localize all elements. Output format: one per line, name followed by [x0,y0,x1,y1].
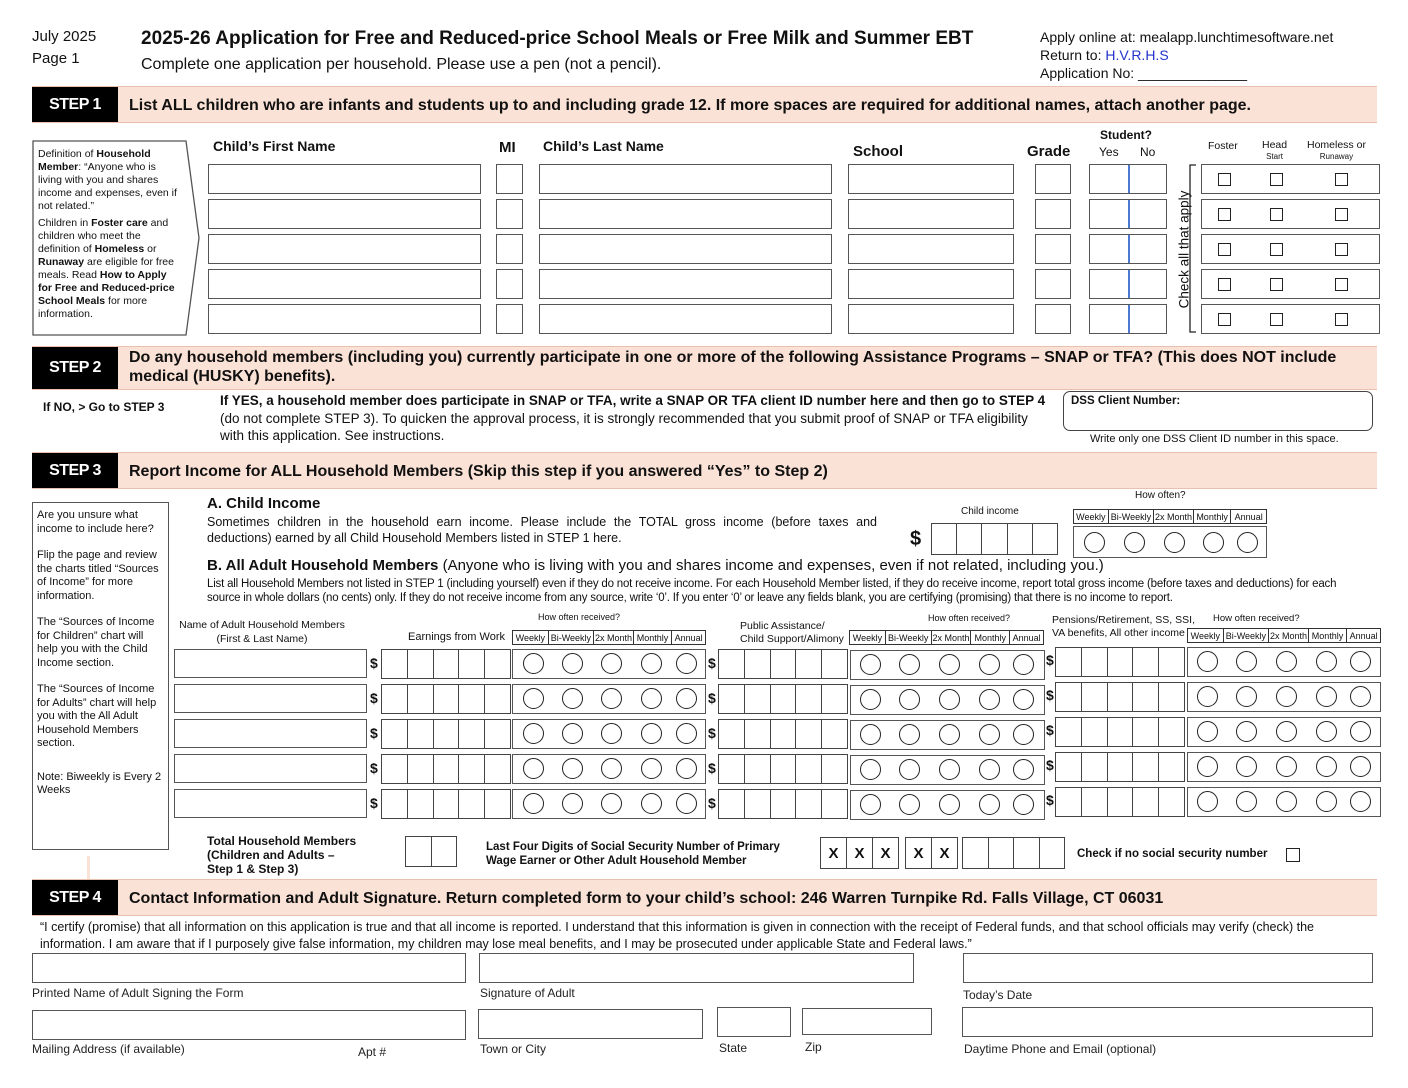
frequency-option-label: Annual [674,632,703,643]
public-assistance-frequency-radio[interactable] [860,689,881,710]
apt-label: Apt # [358,1045,387,1059]
frequency-option-label: 2x Month [1269,630,1307,641]
total-household-members-input[interactable] [405,836,457,867]
public-assistance-frequency-radio[interactable] [939,654,960,675]
public-assistance-frequency-radio[interactable] [979,794,1000,815]
public-assistance-frequency-radio[interactable] [860,654,881,675]
student-yes-no-input[interactable] [1089,234,1167,264]
page-number: Page 1 [32,50,80,67]
child-grade-input[interactable] [1035,234,1071,264]
earnings-frequency-radio[interactable] [676,653,697,674]
pensions-frequency-radio[interactable] [1350,721,1371,742]
earnings-frequency-radio[interactable] [601,758,622,779]
application-number: Application No: ______________ [1040,65,1248,81]
how-often-received-1: How often received? [538,612,621,622]
child-last-name-input[interactable] [539,199,832,229]
mailing-address-input[interactable] [32,1010,466,1040]
child-income-desc: Sometimes children in the household earn income. Please include the TOTAL gross income (before taxes and deductions) earned by all Child Household Members listed in STEP 1 here. [207,515,877,545]
child-mi-input[interactable] [496,269,523,299]
frequency-option-label: Bi-Weekly [886,631,932,644]
printed-name-label: Printed Name of Adult Signing the Form [32,986,244,1000]
pensions-dollar-sign: $ [1046,652,1054,668]
foster-checkbox[interactable] [1218,278,1231,291]
earnings-dollar-sign: $ [370,655,378,671]
earnings-frequency-radio[interactable] [523,723,544,744]
public-assistance-frequency-radio[interactable] [1013,689,1034,710]
ssn-masked-middle2: X X [905,837,958,869]
foster-checkbox[interactable] [1218,173,1231,186]
pensions-frequency-radio[interactable] [1350,756,1371,777]
earnings-frequency-radio[interactable] [601,723,622,744]
child-last-name-input[interactable] [539,164,832,194]
student-yes-no-input[interactable] [1089,269,1167,299]
state-label: State [719,1041,748,1055]
public-assistance-frequency-radio[interactable] [860,759,881,780]
child-first-name-input[interactable] [208,304,481,334]
adults-title: B. All Adult Household Members (Anyone who is living with you and shares income and expenses, even if not related, including you.) [207,557,1104,574]
pensions-frequency-radio[interactable] [1236,721,1257,742]
earnings-amount-input[interactable] [381,789,511,819]
student-yes-no-input[interactable] [1089,199,1167,229]
check-all-bracket [1188,164,1198,334]
step4-header [32,879,1377,916]
public-assistance-dollar-sign: $ [708,725,716,741]
public-assistance-frequency-radio[interactable] [1013,794,1034,815]
foster-checkbox[interactable] [1218,243,1231,256]
income-help-note: Are you unsure what income to include here? Flip the page and review the charts titled “Sources of Income” for more information. The “Sources of Income for Children” chart will help you with the Child Income section. The “Sources of Income for Adults” chart will help you with the All Adult Household Members section. Note: Biweekly is Every 2 Weeks [32,502,169,850]
zip-label: Zip [805,1040,822,1054]
earnings-frequency-radio[interactable] [641,793,662,814]
public-assistance-dollar-sign: $ [708,690,716,706]
student-divider [1128,200,1130,228]
child-mi-input[interactable] [496,304,523,334]
child-income-frequency-radio[interactable] [1164,532,1185,553]
step3-label: STEP 3 [32,453,118,488]
pensions-frequency-radio[interactable] [1276,756,1297,777]
head-start-checkbox[interactable] [1270,243,1283,256]
earnings-frequency-radio[interactable] [562,653,583,674]
dss-client-note: Write only one DSS Client ID number in this space. [1090,433,1339,445]
pensions-frequency-radio[interactable] [1316,791,1337,812]
phone-email-label: Daytime Phone and Email (optional) [964,1042,1157,1056]
return-to-label: Return to: [1040,47,1106,63]
household-definition-note: Definition of Household Member: “Anyone who is living with you and shares income and expenses, even if not related.” Children in Foster care and children who meet the definition of Homeless or Runaway are eligible for free meals. Read How to Apply for Free and Reduced-price School Meals for more information. [38,148,177,320]
public-assistance-frequency-radio[interactable] [1013,759,1034,780]
public-assistance-frequency-radio[interactable] [899,759,920,780]
col-student-yes: Yes [1099,145,1119,159]
pensions-frequency-radio[interactable] [1236,756,1257,777]
certification-statement: “I certify (promise) that all information on this application is true and that all income is reported. I understand that this information is given in connection with the receipt of Federal funds, and that school officials may verify (check) the information. I am aware that if I purposely give false information, my children may lose meal benefits, and I may be prosecuted under applicable State and Federal laws.” [40,920,1315,951]
child-income-amount-label: Child income [961,506,1019,517]
step2-label: STEP 2 [32,347,118,389]
pensions-frequency-radio[interactable] [1276,686,1297,707]
public-assistance-amount-input[interactable] [718,789,848,819]
child-first-name-input[interactable] [208,269,481,299]
ssn-masked-first3: X X X [820,837,899,869]
earnings-dollar-sign: $ [370,725,378,741]
pensions-dollar-sign: $ [1046,757,1054,773]
earnings-frequency-header [512,630,706,645]
pensions-dollar-sign: $ [1046,792,1054,808]
student-divider [1128,270,1130,298]
pensions-amount-input[interactable] [1055,717,1185,747]
step1-instructions: List ALL children who are infants and students up to and including grade 12. If more spaces are required for additional names, attach another page. [129,97,1251,114]
pensions-frequency-radio[interactable] [1197,756,1218,777]
head-start-checkbox[interactable] [1270,278,1283,291]
step4-label: STEP 4 [32,880,118,915]
child-mi-input[interactable] [496,164,523,194]
earnings-frequency-radio[interactable] [676,793,697,814]
public-assistance-frequency-radio[interactable] [939,759,960,780]
earnings-frequency-radio[interactable] [641,758,662,779]
public-assistance-amount-input[interactable] [718,684,848,714]
col-head-start: Head Start [1262,139,1288,161]
homeless-runaway-checkbox[interactable] [1335,243,1348,256]
form-date: July 2025 [32,28,97,45]
frequency-option-label: 2x Month [932,632,970,643]
signature-input[interactable] [479,953,914,983]
form-subtitle: Complete one application per household. Please use a pen (not a pencil). [141,56,662,73]
col-school: School [853,143,904,160]
return-to [1040,47,1169,63]
child-income-frequency-radio[interactable] [1203,532,1224,553]
dss-client-number-label: DSS Client Number: [1071,395,1181,407]
child-first-name-input[interactable] [208,199,481,229]
public-assistance-frequency-radio[interactable] [979,654,1000,675]
frequency-option-label: Weekly [1188,629,1224,642]
frequency-option-label: Monthly [634,631,673,644]
earnings-frequency-radio[interactable] [562,723,583,744]
earnings-frequency-radio[interactable] [676,723,697,744]
pensions-dollar-sign: $ [1046,722,1054,738]
child-grade-input[interactable] [1035,199,1071,229]
phone-email-input[interactable] [962,1007,1373,1037]
ssn-label: Last Four Digits of Social Security Number of Primary Wage Earner or Other Adult Household Member [486,841,780,867]
public-assistance-dollar-sign: $ [708,655,716,671]
student-divider [1128,305,1130,333]
public-assistance-frequency-radio[interactable] [899,654,920,675]
public-assistance-frequency-radio[interactable] [939,689,960,710]
earnings-frequency-radio[interactable] [562,793,583,814]
pensions-frequency-radio[interactable] [1276,791,1297,812]
child-school-input[interactable] [848,304,1014,334]
frequency-option-label: Monthly [971,631,1010,644]
child-school-input[interactable] [848,234,1014,264]
earnings-amount-input[interactable] [381,719,511,749]
frequency-option-label: Annual [1012,632,1041,643]
col-adult-name: Name of Adult Household Members (First & Last Name) [179,619,345,645]
student-divider [1128,235,1130,263]
pensions-frequency-radio[interactable] [1276,721,1297,742]
printed-name-input[interactable] [32,953,466,983]
child-grade-input[interactable] [1035,164,1071,194]
pensions-frequency-radio[interactable] [1236,791,1257,812]
apply-online-text: Apply online at: mealapp.lunchtimesoftware.net [1040,29,1334,45]
adult-name-input[interactable] [174,754,367,783]
todays-date-label: Today’s Date [963,988,1033,1002]
public-assistance-frequency-radio[interactable] [899,794,920,815]
earnings-frequency-radio[interactable] [641,688,662,709]
step1-header [32,86,1377,123]
homeless-runaway-checkbox[interactable] [1335,173,1348,186]
pensions-frequency-radio[interactable] [1236,686,1257,707]
child-income-amount-input[interactable] [931,523,1058,555]
child-grade-input[interactable] [1035,269,1071,299]
town-input[interactable] [478,1009,703,1039]
public-assistance-frequency-radio[interactable] [1013,654,1034,675]
earnings-dollar-sign: $ [370,760,378,776]
dss-client-number-input[interactable] [1063,391,1373,431]
homeless-runaway-checkbox[interactable] [1335,278,1348,291]
child-school-input[interactable] [848,199,1014,229]
pensions-frequency-radio[interactable] [1236,651,1257,672]
col-first-name: Child’s First Name [213,138,336,154]
child-last-name-input[interactable] [539,304,832,334]
col-mi: MI [499,139,516,156]
public-assistance-frequency-radio[interactable] [899,689,920,710]
frequency-option-label: Weekly [850,631,886,644]
col-foster: Foster [1208,140,1238,152]
earnings-frequency-radio[interactable] [562,758,583,779]
earnings-frequency-radio[interactable] [523,653,544,674]
public-assistance-frequency-radio[interactable] [979,724,1000,745]
pensions-amount-input[interactable] [1055,682,1185,712]
child-income-dollar-sign: $ [910,528,922,550]
earnings-dollar-sign: $ [370,690,378,706]
earnings-amount-input[interactable] [381,684,511,714]
pensions-frequency-radio[interactable] [1197,791,1218,812]
pensions-frequency-radio[interactable] [1316,756,1337,777]
public-assistance-frequency-header [849,630,1044,645]
student-divider [1128,165,1130,193]
child-grade-input[interactable] [1035,304,1071,334]
mailing-address-label: Mailing Address (if available) [32,1042,185,1056]
if-no-go-to-step3: If NO, > Go to STEP 3 [43,400,165,414]
child-first-name-input[interactable] [208,234,481,264]
earnings-frequency-radio[interactable] [676,758,697,779]
earnings-frequency-radio[interactable] [523,758,544,779]
student-yes-no-input[interactable] [1089,164,1167,194]
child-last-name-input[interactable] [539,234,832,264]
pensions-frequency-radio[interactable] [1350,791,1371,812]
earnings-frequency-radio[interactable] [676,688,697,709]
no-ssn-label: Check if no social security number [1077,848,1268,860]
public-assistance-frequency-radio[interactable] [899,724,920,745]
adult-name-input[interactable] [174,649,367,678]
pensions-frequency-radio[interactable] [1316,651,1337,672]
town-label: Town or City [480,1042,547,1056]
head-start-checkbox[interactable] [1270,173,1283,186]
pensions-frequency-radio[interactable] [1276,651,1297,672]
adult-name-input[interactable] [174,719,367,748]
head-start-checkbox[interactable] [1270,313,1283,326]
pensions-frequency-radio[interactable] [1350,651,1371,672]
earnings-frequency-radio[interactable] [601,688,622,709]
frequency-option-label: Monthly [1309,629,1348,642]
step3-instructions: Report Income for ALL Household Members (Skip this step if you answered “Yes” to Step 2) [129,463,828,480]
frequency-option-label: Weekly [513,631,549,644]
public-assistance-dollar-sign: $ [708,795,716,811]
todays-date-input[interactable] [963,953,1373,983]
earnings-amount-input[interactable] [381,649,511,679]
child-income-how-often-label: How often? [1135,490,1186,501]
child-income-frequency-header: Weekly Bi-Weekly 2x Month Monthly Annual [1073,509,1267,524]
col-homeless-runaway: Homeless or Runaway [1307,139,1366,161]
public-assistance-frequency-radio[interactable] [979,759,1000,780]
pensions-amount-input[interactable] [1055,752,1185,782]
child-last-name-input[interactable] [539,269,832,299]
step2-header [32,346,1377,390]
col-pensions: Pensions/Retirement, SS, SSI, VA benefits, All other income [1052,614,1195,639]
pensions-frequency-radio[interactable] [1197,721,1218,742]
pensions-dollar-sign: $ [1046,687,1054,703]
col-student-no: No [1140,145,1156,159]
form-title: 2025-26 Application for Free and Reduced-price School Meals or Free Milk and Summer EBT [141,28,974,49]
col-earnings: Earnings from Work [408,631,505,643]
earnings-amount-input[interactable] [381,754,511,784]
child-income-frequency-radio[interactable] [1084,532,1105,553]
public-assistance-frequency-radio[interactable] [939,724,960,745]
homeless-runaway-checkbox[interactable] [1335,313,1348,326]
foster-checkbox[interactable] [1218,313,1231,326]
col-grade: Grade [1027,143,1071,160]
pensions-frequency-radio[interactable] [1350,686,1371,707]
public-assistance-frequency-radio[interactable] [1013,724,1034,745]
head-start-checkbox[interactable] [1270,208,1283,221]
step4-instructions: Contact Information and Adult Signature. Return completed form to your child’s school: 246 Warren Turnpike Rd. Falls Village, CT 06031 [129,890,1164,907]
public-assistance-amount-input[interactable] [718,754,848,784]
student-yes-no-input[interactable] [1089,304,1167,334]
foster-checkbox[interactable] [1218,208,1231,221]
public-assistance-frequency-radio[interactable] [860,724,881,745]
earnings-frequency-radio[interactable] [523,688,544,709]
earnings-frequency-radio[interactable] [641,723,662,744]
step2-question: Do any household members (including you) currently participate in one or more of the following Assistance Programs – SNAP or TFA? (This does NOT include medical (HUSKY) benefits). [129,349,1337,385]
col-student: Student? [1100,128,1152,142]
frequency-option-label: Bi-Weekly [1224,629,1270,642]
child-first-name-input[interactable] [208,164,481,194]
earnings-frequency-radio[interactable] [523,793,544,814]
how-often-received-3: How often received? [1213,613,1300,624]
earnings-frequency-radio[interactable] [641,653,662,674]
child-income-frequency-radio[interactable] [1237,532,1258,553]
signature-label: Signature of Adult [480,986,575,1000]
check-all-that-apply: Check all that apply [1176,190,1192,309]
pensions-frequency-radio[interactable] [1316,721,1337,742]
child-school-input[interactable] [848,269,1014,299]
adults-desc: List all Household Members not listed in STEP 1 (including yourself) even if they do not receive income. For each Household Member listed, if they do receive income, report total gross income (before taxes and deductions) for each source in whole dollars (no cents) only. If they do not receive income from any source, write ‘0’. If you enter ‘0’ or leave any fields blank, you are certifying (promising) that there is no income to report. [207,578,1337,604]
col-public-assistance: Public Assistance/ Child Support/Alimony [740,620,844,645]
pensions-frequency-radio[interactable] [1197,651,1218,672]
ssn-last4-input[interactable] [962,837,1065,869]
step3-header [32,452,1377,489]
pensions-frequency-radio[interactable] [1316,686,1337,707]
public-assistance-amount-input[interactable] [718,719,848,749]
zip-input[interactable] [802,1008,932,1035]
child-school-input[interactable] [848,164,1014,194]
state-input[interactable] [717,1007,791,1037]
earnings-frequency-radio[interactable] [601,653,622,674]
child-income-frequency-radio[interactable] [1124,532,1145,553]
adult-name-input[interactable] [174,789,367,818]
return-to-value: H.V.R.H.S [1105,47,1169,63]
frequency-option-label: Bi-Weekly [549,631,595,644]
pensions-amount-input[interactable] [1055,647,1185,677]
public-assistance-amount-input[interactable] [718,649,848,679]
public-assistance-frequency-radio[interactable] [979,689,1000,710]
child-mi-input[interactable] [496,199,523,229]
pensions-frequency-radio[interactable] [1197,686,1218,707]
pensions-amount-input[interactable] [1055,787,1185,817]
public-assistance-frequency-radio[interactable] [939,794,960,815]
child-mi-input[interactable] [496,234,523,264]
public-assistance-dollar-sign: $ [708,760,716,776]
earnings-frequency-radio[interactable] [562,688,583,709]
child-income-title: A. Child Income [207,495,321,512]
homeless-runaway-checkbox[interactable] [1335,208,1348,221]
total-household-members-label: Total Household Members (Children and Adults – Step 1 & Step 3) [207,834,357,876]
col-last-name: Child’s Last Name [543,138,664,154]
pensions-frequency-header [1187,628,1381,643]
step1-label: STEP 1 [32,87,118,122]
public-assistance-frequency-radio[interactable] [860,794,881,815]
earnings-dollar-sign: $ [370,795,378,811]
earnings-frequency-radio[interactable] [601,793,622,814]
frequency-option-label: Annual [1349,630,1378,641]
adult-name-input[interactable] [174,684,367,713]
if-yes-instructions: If YES, a household member does participate in SNAP or TFA, write a SNAP OR TFA client ID number here and then go to STEP 4 (do not complete STEP 3). To quicken the approval process, it is strongly recommended that you submit proof of SNAP or TFA eligibility with this application. See instructions. [220,393,1046,443]
how-often-received-2: How often received? [928,613,1011,623]
no-ssn-checkbox[interactable] [1286,848,1300,862]
frequency-option-label: 2x Month [594,632,632,643]
